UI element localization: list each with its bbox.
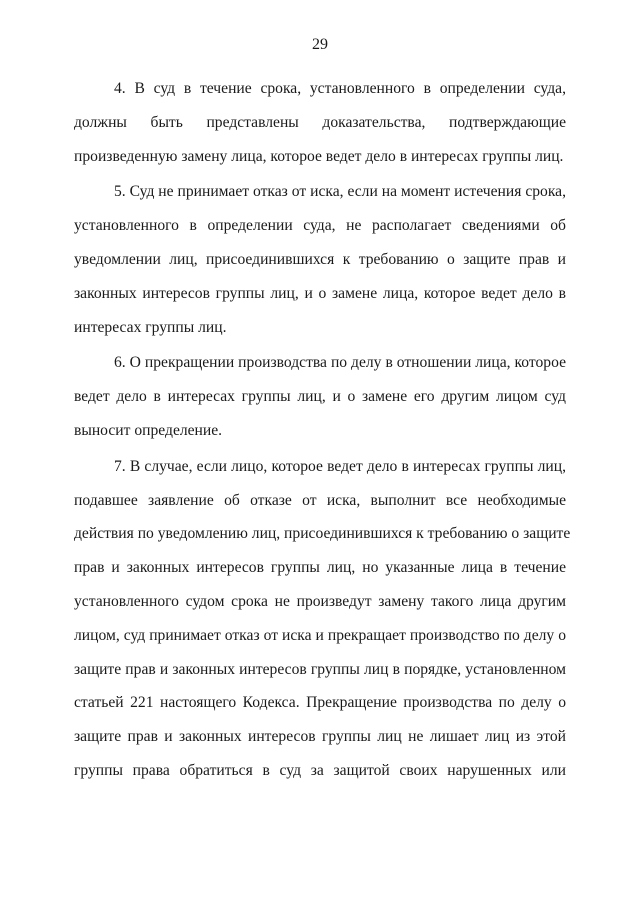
text-line: 4. В суд в течение срока, установленного в определении суда,	[114, 80, 566, 97]
text-line: 6. О прекращении производства по делу в отношении лица, которое	[114, 354, 566, 372]
text-line: произведенную замену лица, которое ведет дело в интересах группы лиц.	[74, 147, 564, 165]
text-line: должны быть представлены доказательства, подтверждающие	[74, 113, 566, 131]
text-line: статьей 221 настоящего Кодекса. Прекращение производства по делу о	[74, 694, 566, 712]
text-line: установленного судом срока не произведут замену такого лица другим	[74, 592, 566, 610]
text-line: группы права обратиться в суд за защитой своих нарушенных или	[74, 761, 566, 779]
text-line: выносит определение.	[74, 421, 223, 439]
paragraph-6	[74, 346, 566, 447]
text-line: защите прав и законных интересов группы лиц в порядке, установленном	[74, 660, 566, 678]
text-line: лицом, суд принимает отказ от иска и прекращает производство по делу о	[74, 626, 566, 644]
text-line: защите прав и законных интересов группы лиц не лишает лиц из этой	[74, 728, 566, 746]
text-line: прав и законных интересов группы лиц, но указанные лица в течение	[74, 559, 566, 577]
page-number: 29	[312, 36, 328, 53]
paragraph-7	[74, 450, 571, 788]
text-line: подавшее заявление об отказе от иска, выполнит все необходимые	[74, 491, 566, 509]
text-line: действия по уведомлению лиц, присоединившихся к требованию о защите	[74, 525, 571, 543]
text-line: 7. В случае, если лицо, которое ведет дело в интересах группы лиц,	[114, 457, 566, 475]
text-line: законных интересов группы лиц, и о замене лица, которое ведет дело в	[74, 284, 566, 302]
paragraph-5	[74, 175, 566, 344]
paragraph-4	[74, 72, 566, 173]
text-line: ведет дело в интересах группы лиц, и о замене его другим лицом суд	[74, 388, 566, 406]
text-line: 5. Суд не принимает отказ от иска, если на момент истечения срока,	[114, 183, 566, 201]
text-line: уведомлении лиц, присоединившихся к требованию о защите прав и	[74, 250, 566, 268]
document-body	[74, 72, 571, 788]
text-line: установленного в определении суда, не располагает сведениями об	[74, 217, 566, 235]
text-line: интересах группы лиц.	[74, 318, 227, 336]
